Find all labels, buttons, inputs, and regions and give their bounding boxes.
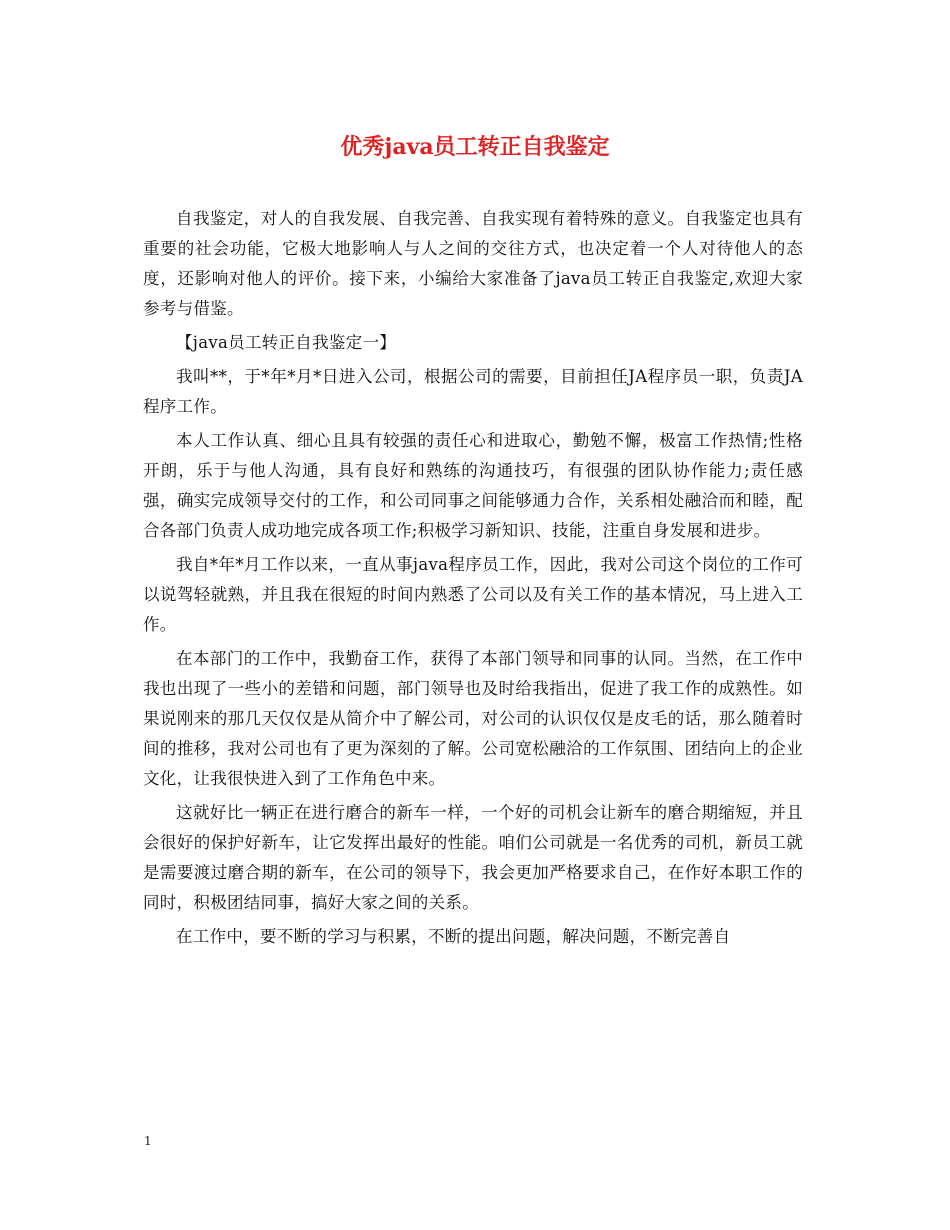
paragraph: 本人工作认真、细心且具有较强的责任心和进取心，勤勉不懈，极富工作热情;性格开朗，乐于与他人沟通，具有良好和熟练的沟通技巧，有很强的团队协作能力;责任感强，确实完成领导交付的工作，和公司同事之间能够通力合作，关系相处融洽而和睦，配合各部门负责人成功地完成各项工作;积极学习新知识、技能，注重自身发展和进步。 bbox=[143, 431, 803, 540]
paragraph: 我叫**，于*年*月*日进入公司，根据公司的需要，目前担任JA程序员一职，负责JA程序工作。 bbox=[143, 367, 803, 416]
paragraph-intro: 自我鉴定，对人的自我发展、自我完善、自我实现有着特殊的意义。自我鉴定也具有重要的社会功能，它极大地影响人与人之间的交往方式，也决定着一个人对待他人的态度，还影响对他人的评价。接下来，小编给大家准备了java员工转正自我鉴定,欢迎大家参考与借鉴。 bbox=[143, 209, 803, 318]
document-title: 优秀java员工转正自我鉴定 bbox=[340, 134, 610, 160]
paragraph: 这就好比一辆正在进行磨合的新车一样，一个好的司机会让新车的磨合期缩短，并且会很好的保护好新车，让它发挥出最好的性能。咱们公司就是一名优秀的司机，新员工就是需要渡过磨合期的新车，在公司的领导下，我会更加严格要求自己，在作好本职工作的同时，积极团结同事，搞好大家之间的关系。 bbox=[143, 803, 803, 912]
paragraph: 在工作中，要不断的学习与积累，不断的提出问题，解决问题，不断完善自 bbox=[176, 927, 731, 946]
paragraph: 在本部门的工作中，我勤奋工作，获得了本部门领导和同事的认同。当然，在工作中我也出现了一些小的差错和问题，部门领导也及时给我指出，促进了我工作的成熟性。如果说刚来的那几天仅仅是从简介中了解公司，对公司的认识仅仅是皮毛的话，那么随着时间的推移，我对公司也有了更为深刻的了解。公司宽松融洽的工作氛围、团结向上的企业文化，让我很快进入到了工作角色中来。 bbox=[143, 649, 803, 788]
page-number: 1 bbox=[144, 1134, 152, 1148]
paragraph: 我自*年*月工作以来，一直从事java程序员工作，因此，我对公司这个岗位的工作可以说驾轻就熟，并且我在很短的时间内熟悉了公司以及有关工作的基本情况，马上进入工作。 bbox=[143, 555, 803, 634]
document-body bbox=[143, 204, 803, 956]
section-heading: 【java员工转正自我鉴定一】 bbox=[176, 333, 397, 352]
